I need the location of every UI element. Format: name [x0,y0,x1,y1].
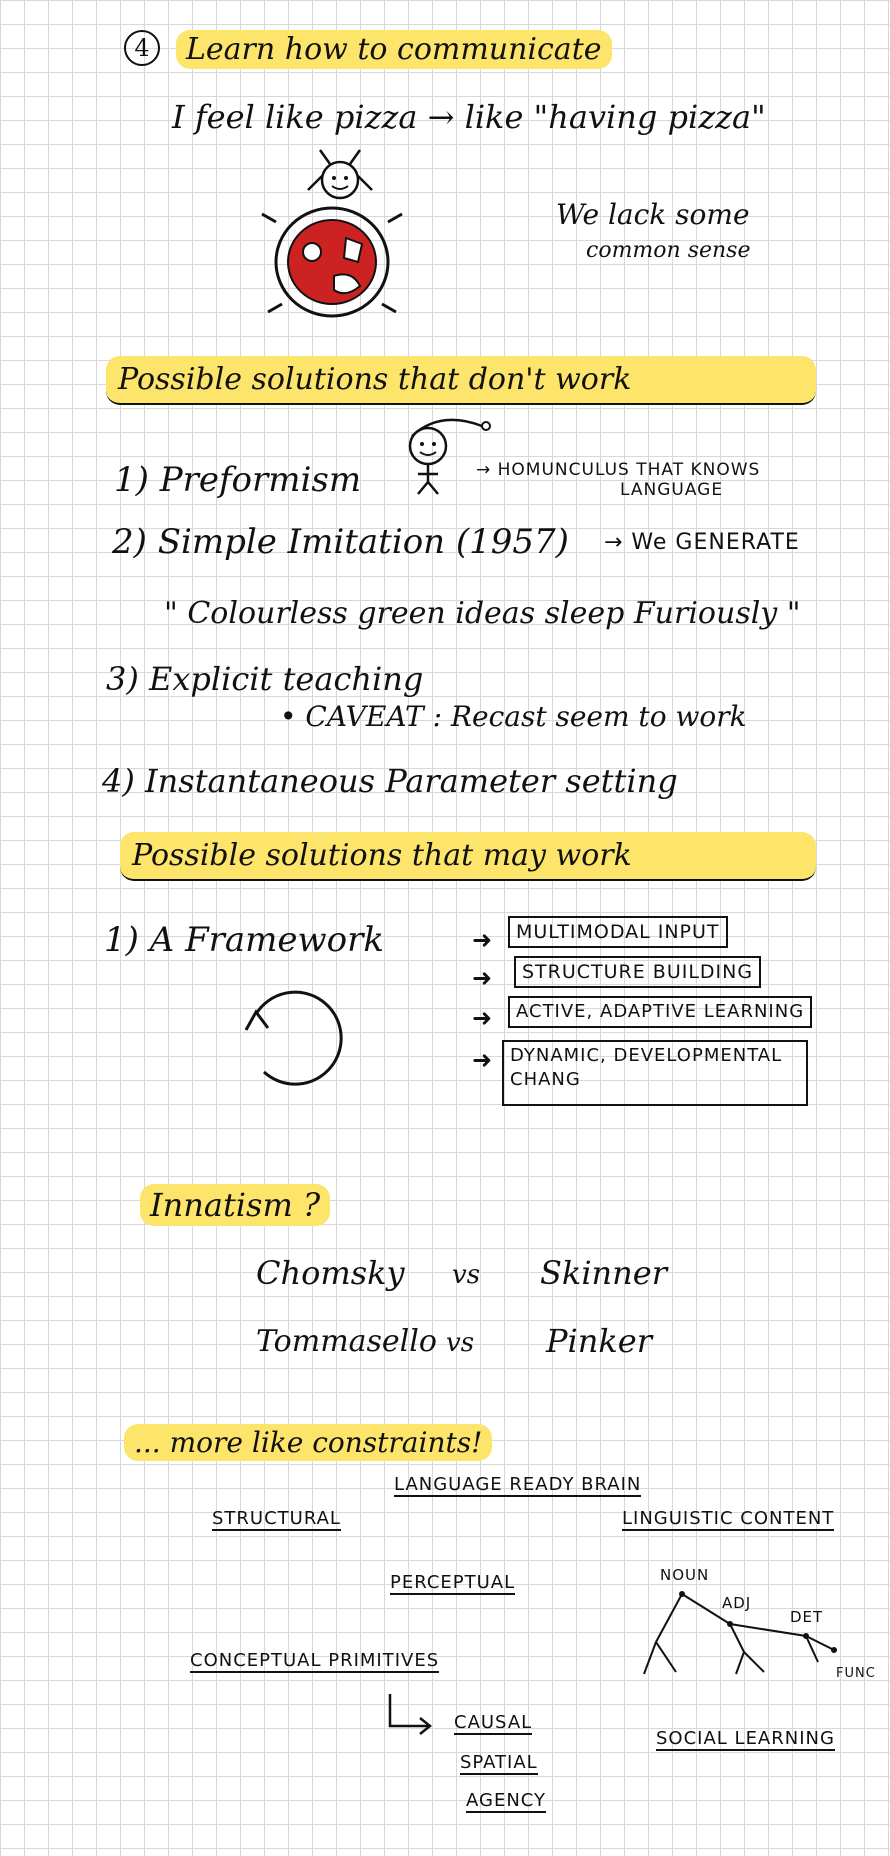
section-title: Learn how to communicate [176,30,612,69]
lack-line-1: We lack some [556,198,750,231]
tree-func: FUNC [836,1666,876,1681]
skinner: Skinner [540,1254,667,1292]
conceptual-primitives-label: CONCEPTUAL PRIMITIVES [190,1650,440,1671]
perceptual-label: PERCEPTUAL [390,1572,516,1593]
homunculus-note: → HOMUNCULUS THAT KNOWS [476,460,761,480]
framework-label: 1) A Framework [104,920,384,960]
language-ready-brain: LANGUAGE READY BRAIN [394,1474,642,1495]
box-arrow-1: ➜ [472,926,493,954]
spatial-label: SPATIAL [460,1752,538,1773]
tree-adj: ADJ [722,1594,752,1612]
lack-line-2: common sense [586,238,751,263]
item-explicit-teaching: 3) Explicit teaching [106,660,424,698]
box-arrow-3: ➜ [472,1004,493,1032]
agency-label: AGENCY [466,1790,547,1811]
innatism-heading: Innatism ? [140,1184,330,1226]
framework-box-active: ACTIVE, ADAPTIVE LEARNING [508,996,812,1028]
social-learning-label: SOCIAL LEARNING [656,1728,835,1749]
pinker: Pinker [546,1322,652,1360]
structural-label: STRUCTURAL [212,1508,341,1529]
constraints-heading: ... more like constraints! [124,1424,492,1461]
generate-note: → We GENERATE [604,530,800,555]
causal-label: CAUSAL [454,1712,533,1733]
chomsky: Chomsky [256,1254,405,1292]
pizza-line: I feel like pizza → like "having pizza" [172,98,766,136]
item-simple-imitation: 2) Simple Imitation (1957) [112,522,569,562]
section-number: 4 [124,30,160,66]
vs-2: vs [446,1328,475,1358]
framework-box-multimodal: MULTIMODAL INPUT [508,916,728,948]
tree-det: DET [790,1608,824,1626]
colourless-quote: " Colourless green ideas sleep Furiously " [164,596,801,631]
homunculus-note-2: LANGUAGE [620,480,724,500]
dont-work-heading: Possible solutions that don't work [106,356,816,405]
box-arrow-2: ➜ [472,964,493,992]
framework-box-dynamic: DYNAMIC, DEVELOPMENTAL CHANG [502,1040,808,1106]
item-parameter-setting: 4) Instantaneous Parameter setting [102,762,678,800]
may-work-heading: Possible solutions that may work [120,832,816,881]
box-arrow-4: ➜ [472,1046,493,1074]
linguistic-content-label: LINGUISTIC CONTENT [622,1508,835,1529]
item-preformism: 1) Preformism [114,460,362,500]
vs-1: vs [452,1260,481,1290]
tommasello: Tommasello [256,1324,437,1359]
caveat-note: • CAVEAT : Recast seem to work [280,700,747,733]
framework-box-structure: STRUCTURE BUILDING [514,956,761,988]
tree-noun: NOUN [660,1566,710,1584]
